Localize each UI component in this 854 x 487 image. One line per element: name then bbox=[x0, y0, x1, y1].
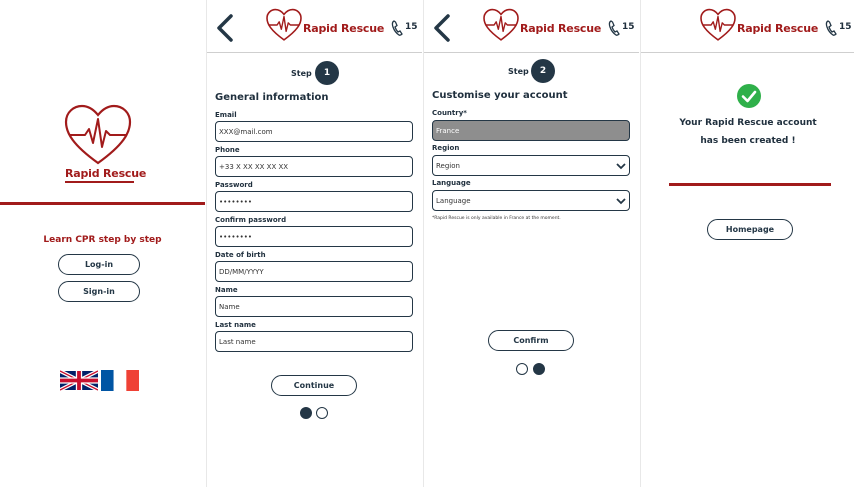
email-field[interactable] bbox=[215, 121, 413, 142]
page-dot-active bbox=[533, 363, 545, 375]
account-created-screen bbox=[640, 0, 854, 487]
back-arrow-icon[interactable] bbox=[213, 12, 237, 44]
success-message-line1: Your Rapid Rescue account bbox=[679, 118, 817, 128]
dob-label: Date of birth bbox=[215, 251, 266, 259]
name-label: Name bbox=[215, 286, 238, 294]
phone-field[interactable] bbox=[215, 156, 413, 177]
password-field[interactable] bbox=[215, 191, 413, 212]
heart-logo-icon bbox=[265, 8, 303, 42]
divider-line bbox=[669, 183, 831, 186]
phone-icon[interactable] bbox=[608, 20, 620, 36]
confirm-password-label: Confirm password bbox=[215, 216, 287, 224]
language-value: Language bbox=[436, 196, 471, 205]
fr-flag-icon[interactable] bbox=[101, 370, 139, 391]
dob-field[interactable] bbox=[215, 261, 413, 282]
phone-icon[interactable] bbox=[825, 20, 837, 36]
emergency-number: 15 bbox=[622, 22, 635, 32]
heart-logo-icon bbox=[482, 8, 520, 42]
email-label: Email bbox=[215, 111, 237, 119]
phone-icon[interactable] bbox=[391, 20, 403, 36]
header-brand-name: Rapid Rescue bbox=[520, 22, 602, 35]
page-dot bbox=[516, 363, 528, 375]
chevron-down-icon bbox=[616, 161, 626, 171]
last-name-label: Last name bbox=[215, 321, 256, 329]
signup-step1-screen bbox=[206, 0, 422, 487]
region-value: Region bbox=[436, 161, 460, 170]
confirm-button[interactable]: Confirm bbox=[488, 330, 574, 351]
heart-logo-icon bbox=[63, 103, 133, 167]
back-arrow-icon[interactable] bbox=[430, 12, 454, 44]
step-indicator: 2 bbox=[531, 59, 555, 83]
header-brand-name: Rapid Rescue bbox=[303, 22, 385, 35]
brand-name: Rapid Rescue bbox=[65, 167, 147, 180]
country-label: Country* bbox=[432, 109, 467, 117]
app-header bbox=[207, 0, 422, 53]
confirm-password-field[interactable] bbox=[215, 226, 413, 247]
homepage-button[interactable]: Homepage bbox=[707, 219, 793, 240]
region-select[interactable] bbox=[432, 155, 630, 176]
signin-button[interactable]: Sign-in bbox=[58, 281, 140, 302]
region-label: Region bbox=[432, 144, 460, 152]
app-header bbox=[424, 0, 639, 53]
page-dot bbox=[316, 407, 328, 419]
section-title: Customise your account bbox=[432, 90, 568, 101]
uk-flag-icon[interactable] bbox=[60, 370, 98, 391]
country-field bbox=[432, 120, 630, 141]
step-label: Step bbox=[508, 67, 529, 76]
chevron-down-icon bbox=[616, 196, 626, 206]
availability-note: *Rapid Rescue is only available in France at the moment. bbox=[432, 216, 561, 221]
phone-label: Phone bbox=[215, 146, 240, 154]
password-label: Password bbox=[215, 181, 253, 189]
success-message-line2: has been created ! bbox=[700, 136, 796, 146]
heart-logo-icon bbox=[699, 8, 737, 42]
header-brand-name: Rapid Rescue bbox=[737, 22, 819, 35]
tagline: Learn CPR step by step bbox=[43, 235, 162, 245]
welcome-screen bbox=[0, 0, 205, 487]
last-name-field[interactable] bbox=[215, 331, 413, 352]
success-check-icon bbox=[737, 84, 761, 108]
emergency-number: 15 bbox=[839, 22, 852, 32]
page-dot-active bbox=[300, 407, 312, 419]
brand-underline bbox=[65, 181, 134, 183]
continue-button[interactable]: Continue bbox=[271, 375, 357, 396]
name-field[interactable] bbox=[215, 296, 413, 317]
divider-line bbox=[0, 202, 205, 205]
language-select[interactable] bbox=[432, 190, 630, 211]
step-label: Step bbox=[291, 69, 312, 78]
signup-step2-screen bbox=[423, 0, 639, 487]
step-indicator: 1 bbox=[315, 61, 339, 85]
emergency-number: 15 bbox=[405, 22, 418, 32]
language-label: Language bbox=[432, 179, 471, 187]
section-title: General information bbox=[215, 92, 329, 103]
app-header bbox=[641, 0, 854, 53]
login-button[interactable]: Log-in bbox=[58, 254, 140, 275]
